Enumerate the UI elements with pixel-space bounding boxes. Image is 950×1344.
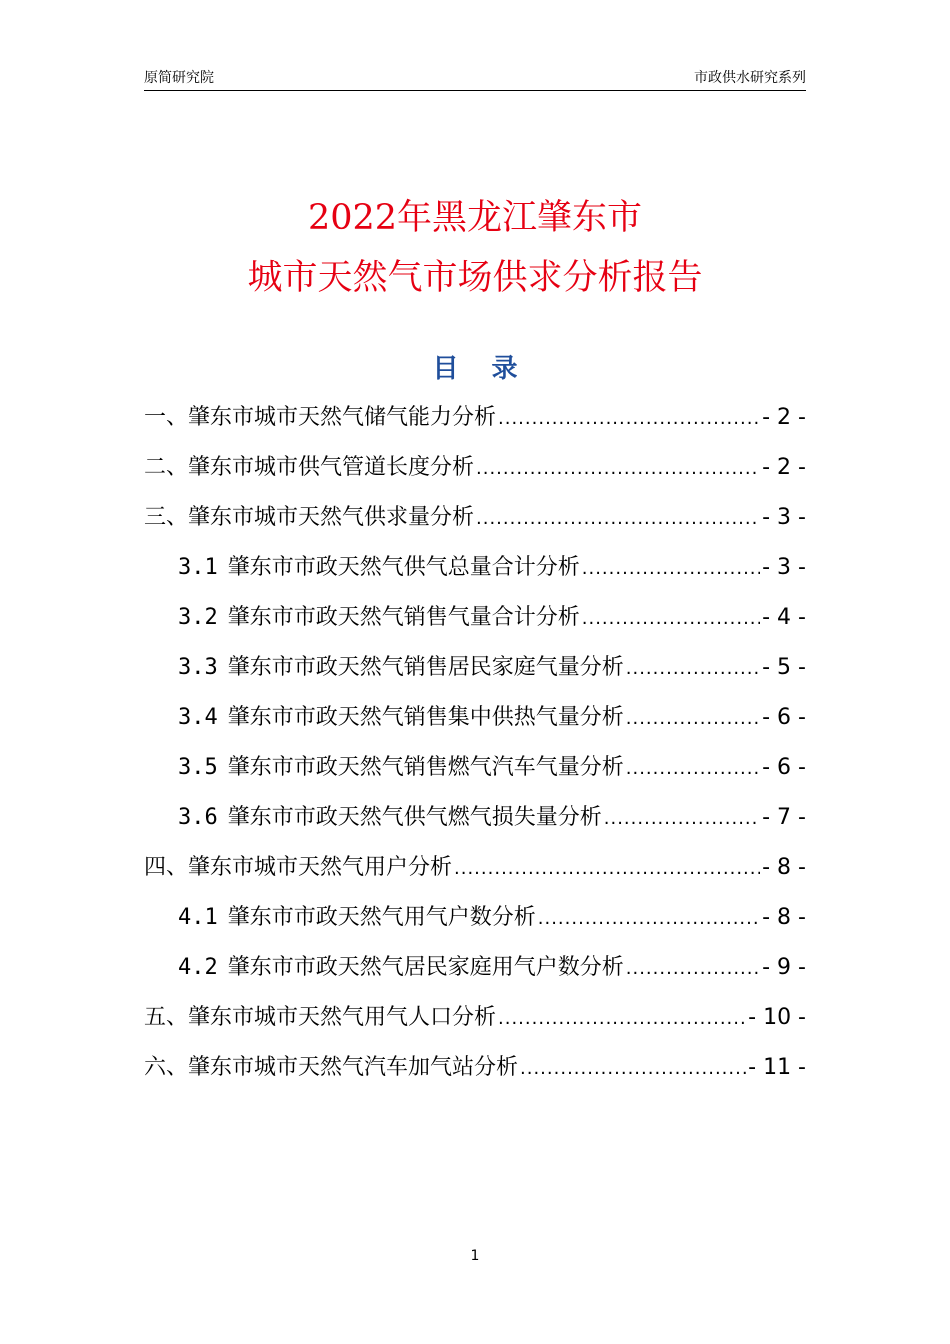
toc-entry-label — [144, 398, 496, 438]
toc-entry-label — [178, 898, 536, 938]
toc-heading: 目 录 — [432, 354, 530, 384]
toc-entry-number: 3.2 — [178, 605, 218, 630]
toc-dot-leader — [582, 599, 760, 639]
toc-entry-number: 3.5 — [178, 755, 218, 780]
toc-entry-text: 肇东市市政天然气销售集中供热气量分析 — [227, 705, 624, 730]
toc-entry[interactable] — [144, 498, 806, 538]
toc-entry-page: - 9 - — [762, 955, 806, 980]
toc-entry-text: 肇东市市政天然气销售居民家庭气量分析 — [227, 655, 624, 680]
toc-entry-number: 3.6 — [178, 805, 218, 830]
toc-entry-number: 3.3 — [178, 655, 218, 680]
toc-entry-number: 4.1 — [178, 905, 218, 930]
toc-entry-label — [178, 748, 624, 788]
toc-dot-leader — [626, 649, 760, 689]
toc-entry[interactable] — [178, 798, 806, 838]
toc-dot-leader — [498, 999, 746, 1039]
toc-entry[interactable] — [178, 648, 806, 688]
toc-dot-leader — [604, 799, 760, 839]
toc-entry-number: 3.1 — [178, 555, 218, 580]
toc-dot-leader — [520, 1049, 746, 1089]
toc-entry-text: 肇东市市政天然气销售气量合计分析 — [227, 605, 580, 630]
toc-entry-page: - 8 - — [762, 855, 806, 880]
toc-entry-label — [178, 798, 602, 838]
toc-entry-page: - 3 - — [762, 505, 806, 530]
toc-entry-text: 三、肇东市城市天然气供求量分析 — [144, 505, 475, 530]
toc-entry-label — [144, 1048, 518, 1088]
toc-dot-leader — [498, 399, 760, 439]
toc-entry[interactable] — [144, 998, 806, 1038]
toc-dot-leader — [626, 699, 760, 739]
header-organization: 原简研究院 — [144, 70, 214, 86]
toc-entry-page: - 6 - — [762, 755, 806, 780]
toc-dot-leader — [538, 899, 760, 939]
toc-entry-label — [144, 848, 452, 888]
toc-dot-leader — [454, 849, 760, 889]
toc-entry-page: - 5 - — [762, 655, 806, 680]
toc-entry-page: - 7 - — [762, 805, 806, 830]
toc-entry-number: 3.4 — [178, 705, 218, 730]
toc-dot-leader — [582, 549, 760, 589]
toc-entry-number: 4.2 — [178, 955, 218, 980]
toc-entry-page: - 8 - — [762, 905, 806, 930]
toc-entry[interactable] — [144, 848, 806, 888]
toc-entry-text: 肇东市市政天然气供气总量合计分析 — [227, 555, 580, 580]
toc-entry-text: 六、肇东市城市天然气汽车加气站分析 — [144, 1055, 519, 1080]
toc-entry-text: 肇东市市政天然气销售燃气汽车气量分析 — [227, 755, 624, 780]
toc-dot-leader — [626, 949, 760, 989]
toc-entry-page: - 3 - — [762, 555, 806, 580]
toc-entry-page: - 11 - — [748, 1055, 806, 1080]
toc-entry[interactable] — [178, 948, 806, 988]
toc-entry-text: 肇东市市政天然气居民家庭用气户数分析 — [227, 955, 624, 980]
toc-dot-leader — [626, 749, 760, 789]
report-title-line-1: 2022年黑龙江肇东市 — [307, 198, 643, 238]
toc-entry-page: - 2 - — [762, 405, 806, 430]
toc-entry-label — [178, 648, 624, 688]
toc-entry-text: 肇东市市政天然气供气燃气损失量分析 — [227, 805, 602, 830]
toc-entry[interactable] — [144, 448, 806, 488]
report-title-line-2: 城市天然气市场供求分析报告 — [247, 258, 703, 298]
toc-entry-label — [178, 948, 624, 988]
toc-entry[interactable] — [144, 398, 806, 438]
toc-entry[interactable] — [178, 598, 806, 638]
header-series: 市政供水研究系列 — [694, 70, 806, 86]
header-divider — [144, 90, 806, 91]
toc-entry-label — [178, 698, 624, 738]
toc-entry[interactable] — [178, 548, 806, 588]
toc-entry-label — [144, 998, 496, 1038]
toc-entry-label — [144, 448, 474, 488]
toc-entry-label — [178, 598, 580, 638]
page-header — [144, 68, 806, 88]
toc-entry[interactable] — [144, 1048, 806, 1088]
toc-dot-leader — [476, 449, 760, 489]
toc-entry-text: 二、肇东市城市供气管道长度分析 — [144, 455, 475, 480]
toc-entry-text: 肇东市市政天然气用气户数分析 — [227, 905, 536, 930]
toc-entry[interactable] — [178, 748, 806, 788]
toc-entry-page: - 10 - — [748, 1005, 806, 1030]
toc-entry-page: - 6 - — [762, 705, 806, 730]
toc-entry-text: 一、肇东市城市天然气储气能力分析 — [144, 405, 497, 430]
toc-dot-leader — [476, 499, 760, 539]
toc-entry-label — [144, 498, 474, 538]
toc-entry-page: - 2 - — [762, 455, 806, 480]
toc-entry-page: - 4 - — [762, 605, 806, 630]
toc-entry[interactable] — [178, 698, 806, 738]
toc-entry-text: 四、肇东市城市天然气用户分析 — [144, 855, 453, 880]
toc-entry[interactable] — [178, 898, 806, 938]
toc-entry-label — [178, 548, 580, 588]
page-number: 1 — [470, 1248, 480, 1264]
toc-entry-text: 五、肇东市城市天然气用气人口分析 — [144, 1005, 497, 1030]
